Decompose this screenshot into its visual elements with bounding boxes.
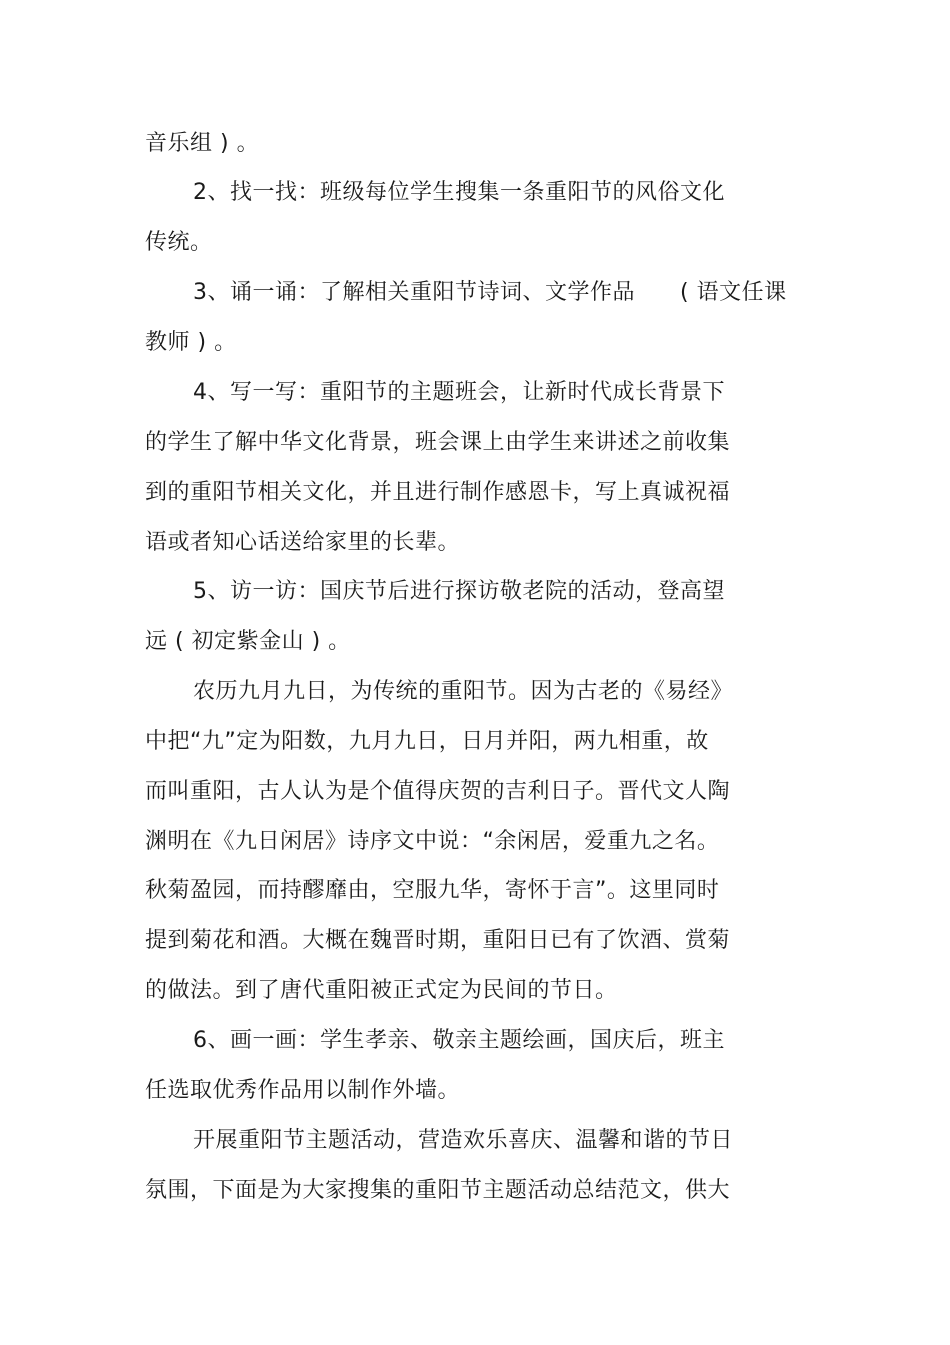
- text-line: 6、画一画：学生孝亲、敬亲主题绘画，国庆后，班主: [193, 1028, 725, 1053]
- text-line: 中把“九”定为阳数，九月九日，日月并阳，两九相重，故: [145, 729, 709, 754]
- text-line: 传统。: [145, 230, 213, 255]
- text-line: 3、诵一诵：了解相关重阳节诗词、文学作品 ( 语文任课: [193, 280, 787, 305]
- text-line: 语或者知心话送给家里的长辈。: [145, 530, 461, 555]
- text-line: 的学生了解中华文化背景，班会课上由学生来讲述之前收集: [145, 430, 731, 455]
- text-line: 音乐组 ) 。: [145, 131, 260, 156]
- text-line: 任选取优秀作品用以制作外墙。: [145, 1078, 461, 1103]
- text-line: 4、写一写：重阳节的主题班会，让新时代成长背景下: [193, 380, 725, 405]
- text-line: 教师 ) 。: [145, 330, 237, 355]
- text-line: 5、访一访：国庆节后进行探访敬老院的活动，登高望: [193, 579, 725, 604]
- text-line: 远 ( 初定紫金山 ) 。: [145, 629, 351, 654]
- text-line: 农历九月九日，为传统的重阳节。因为古老的《易经》: [193, 679, 734, 704]
- text-line: 氛围，下面是为大家搜集的重阳节主题活动总结范文，供大: [145, 1178, 731, 1203]
- text-line: 提到菊花和酒。大概在魏晋时期，重阳日已有了饮酒、赏菊: [145, 928, 731, 953]
- text-line: 的做法。到了唐代重阳被正式定为民间的节日。: [145, 978, 618, 1003]
- text-line: 秋菊盈园，而持醪靡由，空服九华，寄怀于言”。这里同时: [145, 878, 720, 903]
- text-line: 渊明在《九日闲居》诗序文中说：“余闲居，爱重九之名。: [145, 829, 720, 854]
- text-line: 而叫重阳，古人认为是个值得庆贺的吉利日子。晋代文人陶: [145, 779, 731, 804]
- text-line: 到的重阳节相关文化，并且进行制作感恩卡，写上真诚祝福: [145, 480, 731, 505]
- text-line: 2、找一找：班级每位学生搜集一条重阳节的风俗文化: [193, 180, 725, 205]
- text-line: 开展重阳节主题活动，营造欢乐喜庆、温馨和谐的节日: [193, 1128, 734, 1153]
